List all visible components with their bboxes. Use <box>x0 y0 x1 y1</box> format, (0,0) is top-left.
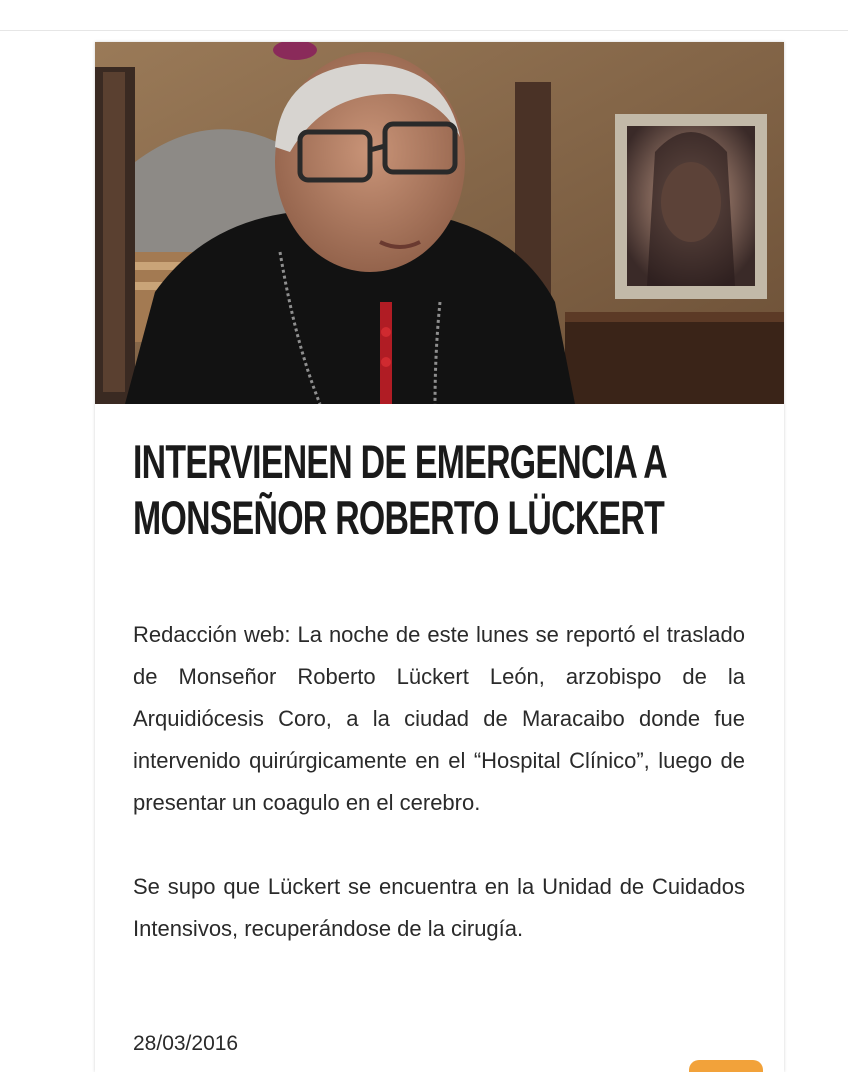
headline-line-2[interactable]: MONSEÑOR ROBERTO LÜCKERT <box>133 491 665 544</box>
article-card <box>95 42 784 1072</box>
article-date: 28/03/2016 <box>133 1032 239 1055</box>
top-bar <box>0 0 848 31</box>
article-headline[interactable] <box>133 434 667 546</box>
article-paragraph-1: Redacción web: La noche de este lunes se reportó el traslado de Monseñor Roberto Lückert León, arzobispo de la Arquidiócesis Coro, a la ciudad de Maracaibo donde fue intervenido quirúrgicamente en el “Hospital Clínico”, luego de presentar un coagulo en el cerebro. <box>133 622 745 815</box>
article-body <box>133 614 745 950</box>
headline-line-1[interactable]: INTERVIENEN DE EMERGENCIA A <box>133 435 667 488</box>
article-photo[interactable] <box>95 42 784 404</box>
read-more-button[interactable] <box>689 1060 763 1072</box>
article-paragraph-2: Se supo que Lückert se encuentra en la Unidad de Cuidados Intensivos, recuperándose de la cirugía. <box>133 874 745 941</box>
